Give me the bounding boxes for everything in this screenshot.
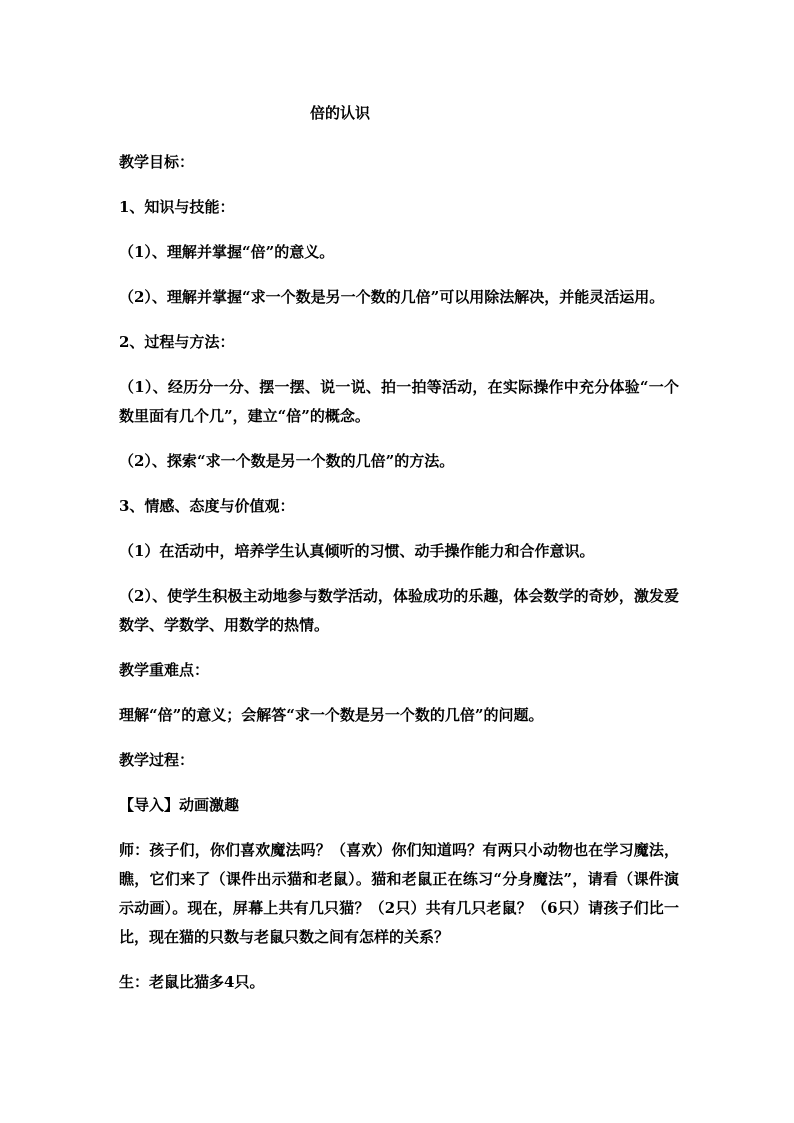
paragraph-process-method-heading: 2、过程与方法： <box>119 333 235 351</box>
document-title: 倍的认识 <box>309 104 370 122</box>
document-body <box>119 148 679 1013</box>
paragraph-key-difficulties: 理解“倍”的意义；会解答“求一个数是另一个数的几倍”的问题。 <box>119 706 544 724</box>
paragraph-intro-heading: 【导入】动画激趣 <box>119 796 240 814</box>
paragraph-knowledge-item-2: （2）、理解并掌握“求一个数是另一个数的几倍”可以用除法解决，并能灵活运用。 <box>119 288 665 306</box>
paragraph-teaching-goals-heading: 教学目标： <box>119 153 195 171</box>
paragraph-knowledge-skills-heading: 1、知识与技能： <box>119 198 235 216</box>
paragraph-key-difficulties-heading: 教学重难点： <box>119 661 210 679</box>
paragraph-emotion-values-heading: 3、情感、态度与价值观： <box>119 497 295 515</box>
paragraph-teacher-dialogue: 师：孩子们，你们喜欢魔法吗？（喜欢）你们知道吗？有两只小动物也在学习魔法，瞧，它们来了（课件出示猫和老鼠）。猫和老鼠正在练习“分身魔法”，请看（课件演示动画）。现在，屏幕上共有几只猫？（2只）共有几只老鼠？（6只）请孩子们比一比，现在猫的只数与老鼠只数之间有怎样的关系？ <box>119 841 679 946</box>
paragraph-process-item-1: （1）、经历分一分、摆一摆、说一说、拍一拍等活动，在实际操作中充分体验“一个数里面有几个几”，建立“倍”的概念。 <box>119 378 679 425</box>
paragraph-knowledge-item-1: （1）、理解并掌握“倍”的意义。 <box>119 243 335 261</box>
paragraph-student-answer: 生：老鼠比猫多4只。 <box>119 973 265 991</box>
paragraph-process-item-2: （2）、探索“求一个数是另一个数的几倍”的方法。 <box>119 452 455 470</box>
paragraph-teaching-process-heading: 教学过程： <box>119 751 195 769</box>
paragraph-emotion-item-1: （1）在活动中，培养学生认真倾听的习惯、动手操作能力和合作意识。 <box>119 542 595 560</box>
paragraph-emotion-item-2: （2）、使学生积极主动地参与数学活动，体验成功的乐趣，体会数学的奇妙，激发爱数学、学数学、用数学的热情。 <box>119 587 679 634</box>
